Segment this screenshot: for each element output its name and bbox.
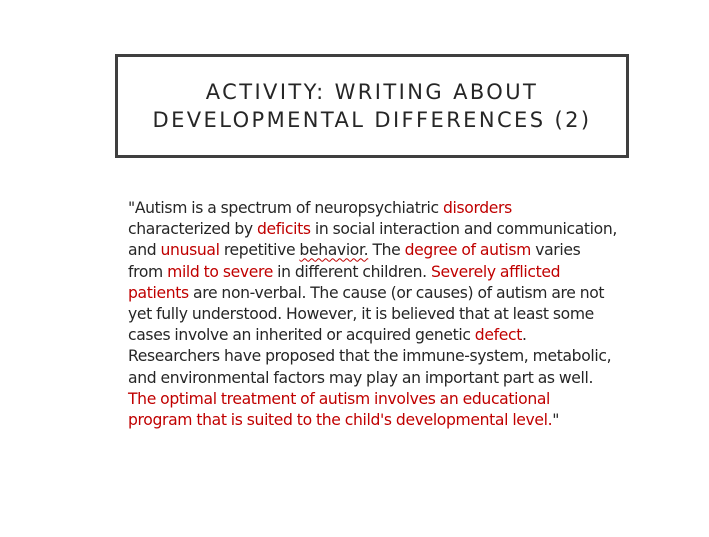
text-segment: varies from xyxy=(128,241,581,281)
highlighted-text-segment: unusual xyxy=(160,241,220,260)
highlighted-text-segment: The optimal treatment of autism involves an educational program that is suited to the child's developmental level. xyxy=(128,389,553,430)
text-segment: The xyxy=(368,241,405,260)
text-segment: "Autism is a spectrum of neuropsychiatric xyxy=(128,199,443,217)
highlighted-text-segment: mild to severe xyxy=(167,262,273,281)
text-segment: repetitive xyxy=(219,241,300,260)
title-box xyxy=(115,54,629,158)
highlighted-text-segment: defect xyxy=(474,326,522,345)
highlighted-text-segment: Severely afflicted patients xyxy=(128,262,561,302)
highlighted-text-segment: deficits xyxy=(256,220,311,239)
text-segment: " xyxy=(552,411,560,430)
text-segment: are non-verbal. The cause (or causes) of autism are not yet fully understood. However, it is believed that at least some cases involve an inherited or acquired genetic xyxy=(128,283,605,345)
text-segment: in social interaction and communication, and xyxy=(128,220,617,260)
text-segment: . Researchers have proposed that the immune-system, metabolic, and environmental factors may play an important part as well. xyxy=(128,326,612,387)
highlighted-text-segment: disorders xyxy=(442,199,512,217)
slide-title-line-1: ACTIVITY: WRITING ABOUT xyxy=(205,80,539,104)
highlighted-text-segment: degree of autism xyxy=(404,241,531,260)
quote-paragraph xyxy=(128,198,618,431)
spellcheck-flagged-word[interactable]: behavior. xyxy=(299,241,369,260)
text-segment: characterized by xyxy=(128,220,257,239)
text-segment: in different children. xyxy=(272,262,431,281)
slide-title-line-2: DEVELOPMENTAL DIFFERENCES (2) xyxy=(152,108,592,132)
